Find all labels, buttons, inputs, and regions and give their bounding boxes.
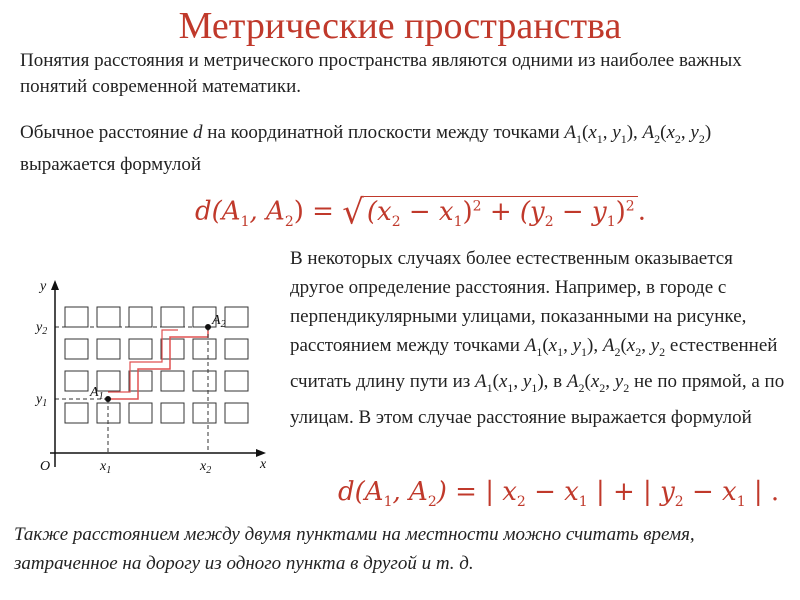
var-A: A xyxy=(564,122,576,143)
subscript: 1 xyxy=(507,380,514,395)
f1-part: d(A xyxy=(195,196,241,227)
f2-part: | . xyxy=(745,477,780,507)
label-sub: 2 xyxy=(206,465,212,476)
var-A: A xyxy=(602,335,615,356)
subscript: 1 xyxy=(536,344,543,359)
intro-paragraph: Понятия расстояния и метрического пространства являются одними из наиболее важных понятий современной математики. xyxy=(20,50,742,97)
city-block xyxy=(129,403,152,423)
city-block xyxy=(129,339,152,359)
text-run: , xyxy=(563,335,573,356)
text-run: , xyxy=(680,122,691,143)
subscript: 2 xyxy=(635,344,642,359)
text-run: , xyxy=(513,370,523,392)
axis-x-label: x xyxy=(260,457,267,472)
subscript: 2 xyxy=(614,344,621,359)
f1-part: ) xyxy=(462,196,473,227)
label-var: y xyxy=(36,392,43,407)
var-x: x xyxy=(626,335,636,356)
f1-part: + (y xyxy=(481,196,545,227)
subscript: 2 xyxy=(284,213,294,230)
page-title: Метрические пространства xyxy=(178,5,622,47)
city-block xyxy=(225,307,248,327)
text-run: не по прямой, а по улицам. В этом случае расстояние выражается формулой xyxy=(290,370,785,428)
text-run: , xyxy=(602,122,613,143)
city-block xyxy=(161,371,184,391)
subscript: 1 xyxy=(578,494,588,511)
f1-part: ) xyxy=(615,196,626,227)
subscript: 1 xyxy=(736,494,746,511)
city-block xyxy=(225,403,248,423)
city-block xyxy=(193,339,216,359)
subscript: 1 xyxy=(606,213,616,230)
var-x: x xyxy=(548,335,558,356)
var-A: A xyxy=(566,370,579,392)
f2-part: − x xyxy=(683,477,737,507)
text-run: ( xyxy=(584,370,591,392)
subscript: 2 xyxy=(674,131,681,146)
f2-part: − x xyxy=(525,477,579,507)
var-y: y xyxy=(572,335,582,356)
var-y: y xyxy=(522,370,532,392)
city-block xyxy=(161,403,184,423)
var-x: x xyxy=(666,122,675,143)
label-var: A xyxy=(90,385,99,400)
text-run: ), xyxy=(587,335,603,356)
city-grid-figure xyxy=(20,272,280,487)
var-A: A xyxy=(475,370,487,392)
sqrt-icon: √ xyxy=(342,192,364,233)
subscript: 1 xyxy=(596,131,603,146)
subscript: 2 xyxy=(427,494,437,511)
manhattan-paragraph xyxy=(290,244,790,432)
var-d: d xyxy=(193,122,203,143)
manhattan-formula xyxy=(338,472,779,522)
var-y: y xyxy=(614,370,624,392)
label-sub: 2 xyxy=(220,319,226,330)
city-block xyxy=(161,307,184,327)
f1-part: ) = xyxy=(293,196,343,227)
f1-part: − y xyxy=(553,196,607,227)
label-sub: 1 xyxy=(106,465,112,476)
label-var: x xyxy=(200,459,207,474)
var-x: x xyxy=(498,370,508,392)
text-run: ( xyxy=(542,335,549,356)
A1-label xyxy=(89,385,104,402)
y2-label xyxy=(34,320,47,337)
superscript: 2 xyxy=(625,198,635,214)
city-block xyxy=(129,307,152,327)
x2-label xyxy=(199,459,211,476)
label-var: A xyxy=(212,313,221,328)
y1-label xyxy=(34,392,47,409)
subscript: 2 xyxy=(674,494,684,511)
f1-part: (x xyxy=(366,196,392,227)
axis-y-label: y xyxy=(40,279,47,294)
sqrt-radicand xyxy=(364,196,638,230)
origin-label: O xyxy=(40,459,51,474)
f2-part: | + | y xyxy=(587,477,675,507)
city-block xyxy=(193,371,216,391)
city-block xyxy=(129,371,152,391)
text-run: , xyxy=(641,335,651,356)
text-run: ) выражается формулой xyxy=(20,122,712,175)
f2-part: ) = | x xyxy=(436,477,517,507)
text-run: ( xyxy=(492,370,499,392)
text-run: ), xyxy=(537,370,554,392)
var-y: y xyxy=(612,122,621,143)
city-block xyxy=(193,403,216,423)
city-block xyxy=(97,339,120,359)
f2-part: , A xyxy=(392,477,428,507)
subscript: 2 xyxy=(659,344,666,359)
point-A1 xyxy=(105,396,111,402)
city-block xyxy=(65,403,88,423)
subscript: 1 xyxy=(531,380,538,395)
A2-label xyxy=(211,313,226,330)
text-run: ), xyxy=(626,122,643,143)
f1-part: , A xyxy=(249,196,285,227)
subscript: 2 xyxy=(654,131,661,146)
subscript: 2 xyxy=(391,213,401,230)
text-run: В некоторых случаях более естественным оказывается другое определение расстояния. Например, в городе с перпендикулярными улицами, показанными на рисунке, расстоянием между точками xyxy=(290,248,747,356)
label-sub: 1 xyxy=(98,391,104,402)
subscript: 1 xyxy=(576,131,582,146)
subscript: 2 xyxy=(698,131,705,146)
distance-paragraph xyxy=(20,120,780,178)
text-run: на координатной плоскости между точками xyxy=(202,122,565,143)
city-block xyxy=(97,307,120,327)
city-block xyxy=(161,339,184,359)
x1-label xyxy=(99,459,111,476)
subscript: 1 xyxy=(453,213,463,230)
city-block xyxy=(97,371,120,391)
label-sub: 2 xyxy=(42,326,48,337)
point-A2 xyxy=(205,324,211,330)
label-var: x xyxy=(100,459,107,474)
subscript: 1 xyxy=(240,213,250,230)
f1-part: . xyxy=(637,196,646,227)
text-run: Обычное расстояние xyxy=(20,122,194,143)
subscript: 1 xyxy=(581,344,588,359)
subscript: 1 xyxy=(557,344,564,359)
f2-part: d(A xyxy=(338,477,384,507)
var-A: A xyxy=(642,122,655,143)
city-block xyxy=(225,371,248,391)
subscript: 1 xyxy=(486,380,493,395)
subscript: 2 xyxy=(578,380,585,395)
x-axis-arrow-icon xyxy=(256,449,266,457)
var-y: y xyxy=(690,122,699,143)
city-block xyxy=(65,307,88,327)
label-sub: 1 xyxy=(42,398,48,409)
subscript: 1 xyxy=(383,494,393,511)
subscript: 2 xyxy=(544,213,554,230)
text-run: ( xyxy=(582,122,589,143)
subscript: 2 xyxy=(516,494,526,511)
var-A: A xyxy=(524,335,537,356)
text-run: ( xyxy=(620,335,627,356)
subscript: 2 xyxy=(599,380,606,395)
city-block xyxy=(65,371,88,391)
closing-paragraph: Также расстоянием между двумя пунктами на местности можно считать время, затраченное на дорогу из одного пункта в другой и т. д. xyxy=(14,524,695,574)
superscript: 2 xyxy=(472,198,482,214)
var-x: x xyxy=(588,122,597,143)
text-run: естественней считать длину пути из xyxy=(290,335,778,392)
euclidean-formula xyxy=(195,186,646,242)
subscript: 2 xyxy=(623,380,630,395)
var-y: y xyxy=(650,335,660,356)
subscript: 1 xyxy=(620,131,627,146)
city-block xyxy=(65,339,88,359)
y-axis-arrow-icon xyxy=(51,280,59,290)
text-run: , xyxy=(605,370,615,392)
f1-part: − x xyxy=(400,196,454,227)
text-run: в xyxy=(553,370,567,392)
label-var: y xyxy=(36,320,43,335)
text-run: ( xyxy=(660,122,667,143)
var-x: x xyxy=(590,370,600,392)
city-block xyxy=(225,339,248,359)
